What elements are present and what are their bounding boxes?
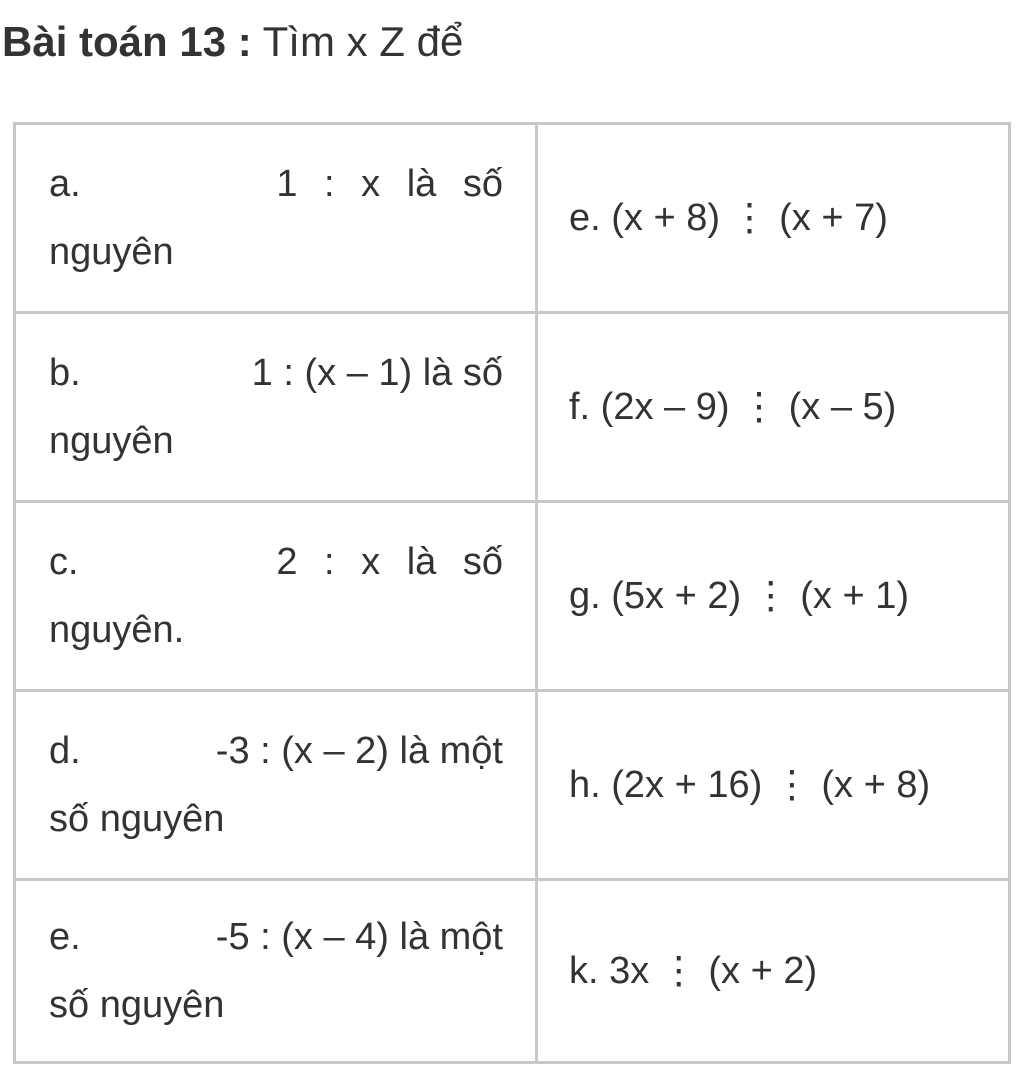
item-prefix: c. (49, 541, 79, 583)
item-prefix: e. (49, 916, 81, 958)
left-cell (15, 691, 537, 880)
item-expression: -3 : (x – 2) là một (215, 730, 503, 772)
item-continuation: nguyên (49, 420, 174, 462)
right-cell (537, 880, 1010, 1063)
left-cell (15, 880, 537, 1063)
right-cell (537, 313, 1010, 502)
item-prefix: d. (49, 730, 81, 772)
item-continuation: nguyên (49, 231, 174, 273)
item-first-line (49, 528, 503, 596)
left-cell (15, 502, 537, 691)
item-expression: 1 : (x – 1) là số (251, 352, 503, 394)
item-continuation: số nguyên (49, 984, 225, 1026)
divisibility-item: h. (2x + 16) ⋮ (x + 8) (569, 764, 931, 806)
problem-instruction: Tìm x Z để (262, 18, 464, 65)
right-cell (537, 502, 1010, 691)
divisibility-item: f. (2x – 9) ⋮ (x – 5) (569, 386, 897, 428)
left-cell (15, 313, 537, 502)
table-row (15, 502, 1010, 691)
item-expression: 1 : x là số (276, 163, 503, 205)
item-continuation: nguyên. (49, 609, 185, 651)
table-row (15, 880, 1010, 1063)
problem-table (13, 122, 1011, 1064)
left-cell (15, 124, 537, 313)
item-expression: -5 : (x – 4) là một (215, 916, 503, 958)
right-cell (537, 124, 1010, 313)
item-first-line (49, 150, 503, 218)
item-prefix: b. (49, 352, 81, 394)
item-first-line (49, 717, 503, 785)
item-prefix: a. (49, 163, 81, 205)
table-row (15, 691, 1010, 880)
divisibility-item: g. (5x + 2) ⋮ (x + 1) (569, 575, 909, 617)
item-first-line (49, 339, 503, 407)
item-expression: 2 : x là số (276, 541, 503, 583)
item-first-line (49, 903, 503, 971)
item-continuation: số nguyên (49, 798, 225, 840)
table-row (15, 313, 1010, 502)
problem-number: Bài toán 13 : (2, 18, 252, 65)
right-cell (537, 691, 1010, 880)
divisibility-item: e. (x + 8) ⋮ (x + 7) (569, 197, 888, 239)
divisibility-item: k. 3x ⋮ (x + 2) (569, 950, 818, 992)
problem-heading (2, 14, 463, 70)
table-row (15, 124, 1010, 313)
